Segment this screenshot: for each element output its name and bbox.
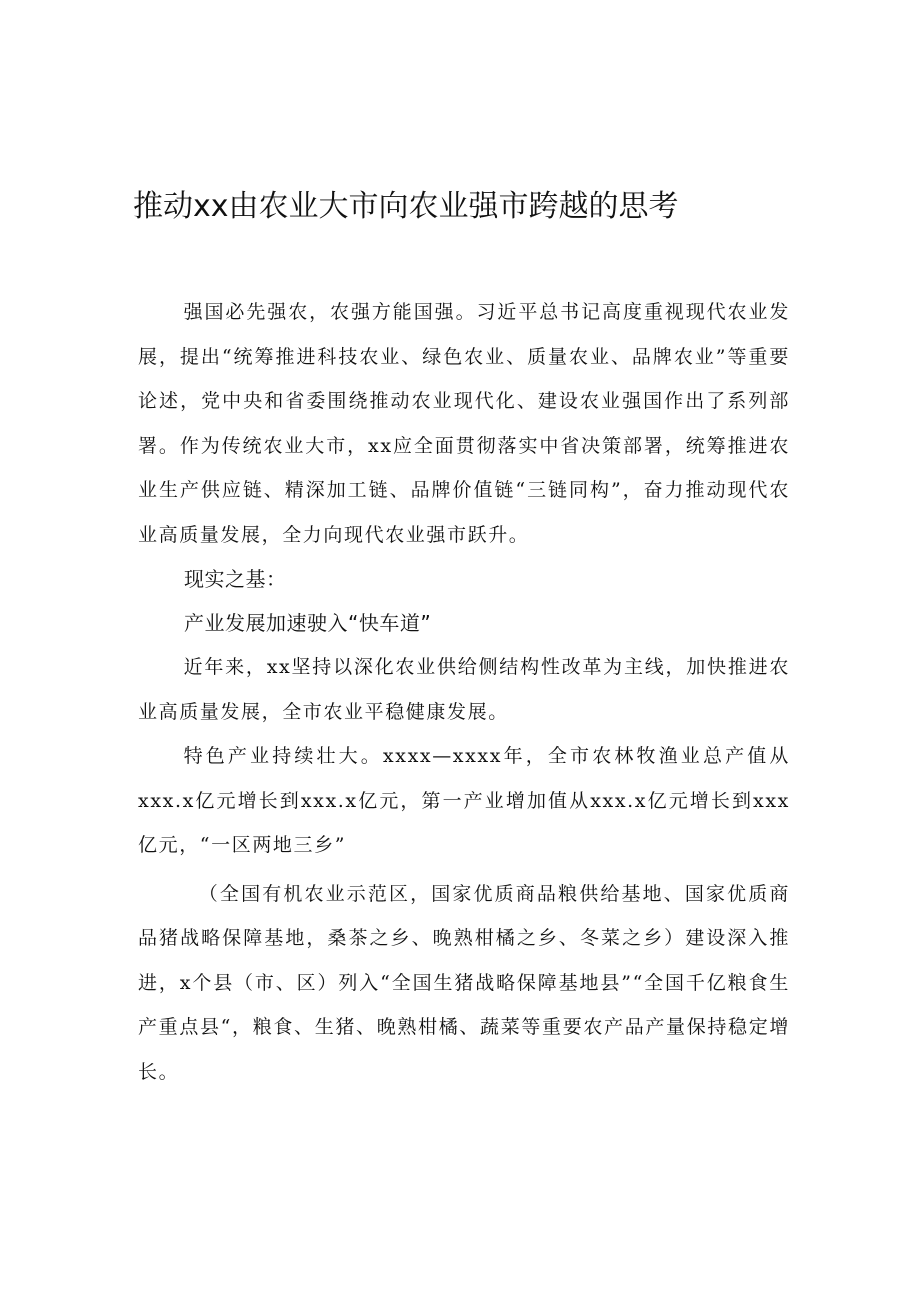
paragraph-industry-growth: 特色产业持续壮大。xxxx—xxxx年，全市农林牧渔业总产值从xxx.x亿元增长到xxx.x亿元，第一产业增加值从xxx.x亿元增长到xxx亿元，“一区两地三乡” <box>138 745 790 856</box>
document-body <box>138 290 790 1094</box>
section-heading-foundation: 现实之基： <box>184 567 287 591</box>
paragraph-intro: 强国必先强农，农强方能国强。习近平总书记高度重视现代农业发展，提出“统筹推进科技农业、绿色农业、质量农业、品牌农业”等重要论述，党中央和省委围绕推动农业现代化、建设农业强国作出了系列部署。作为传统农业大市，xx应全面贯彻落实中省决策部署，统筹推进农业生产供应链、精深加工链、品牌价值链“三链同构”，奋力推动现代农业高质量发展，全力向现代农业强市跃升。 <box>138 301 790 546</box>
document-title: 推动xx由农业大市向农业强市跨越的思考 <box>133 189 679 224</box>
paragraph-recent-years: 近年来，xx坚持以深化农业供给侧结构性改革为主线，加快推进农业高质量发展，全市农业平稳健康发展。 <box>138 656 790 723</box>
paragraph-bases-note: （全国有机农业示范区，国家优质商品粮供给基地、国家优质商品猪战略保障基地，桑茶之乡、晚熟柑橘之乡、冬菜之乡）建设深入推进，x个县（市、区）列入“全国生猪战略保障基地县”“全国千亿粮食生产重点县“，粮食、生猪、晚熟柑橘、蔬菜等重要农产品产量保持稳定增长。 <box>138 882 790 1083</box>
subsection-heading-industry: 产业发展加速驶入“快车道” <box>184 611 432 635</box>
